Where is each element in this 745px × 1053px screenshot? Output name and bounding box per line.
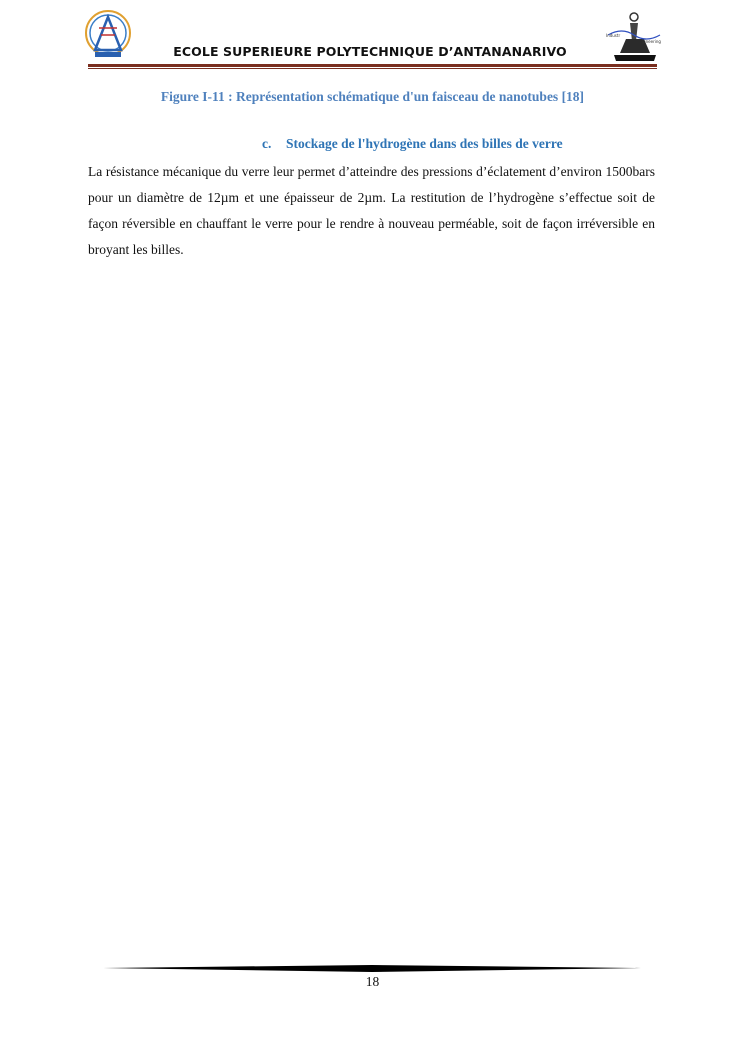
figure-caption: Figure I-11 : Représentation schématique d'un faisceau de nanotubes [18]	[160, 89, 585, 104]
header-divider	[88, 64, 657, 67]
body-paragraph: La résistance mécanique du verre leur permet d’atteindre des pressions d’éclatement d’environ 1500bars pour un diamètre de 12µm et une épaisseur de 2µm. La restitution de l’hydrogène s’effectue soit de façon réversible en chauffant le verre pour le rendre à nouveau perméable, soit de façon irréversible en broyant les billes.	[88, 164, 655, 257]
section-number: c.	[262, 136, 272, 151]
header-divider-thin	[88, 68, 657, 69]
engineering-logo	[604, 9, 662, 65]
section-heading	[262, 136, 662, 152]
svg-text:gineering: gineering	[642, 39, 661, 44]
section-title: Stockage de l'hydrogène dans des billes de verre	[286, 136, 563, 151]
header-title: ECOLE SUPERIEURE POLYTECHNIQUE D’ANTANANARIVO	[173, 44, 567, 59]
school-logo	[83, 8, 133, 64]
page-number: 18	[365, 974, 380, 989]
svg-text:Industr: Industr	[606, 33, 621, 38]
